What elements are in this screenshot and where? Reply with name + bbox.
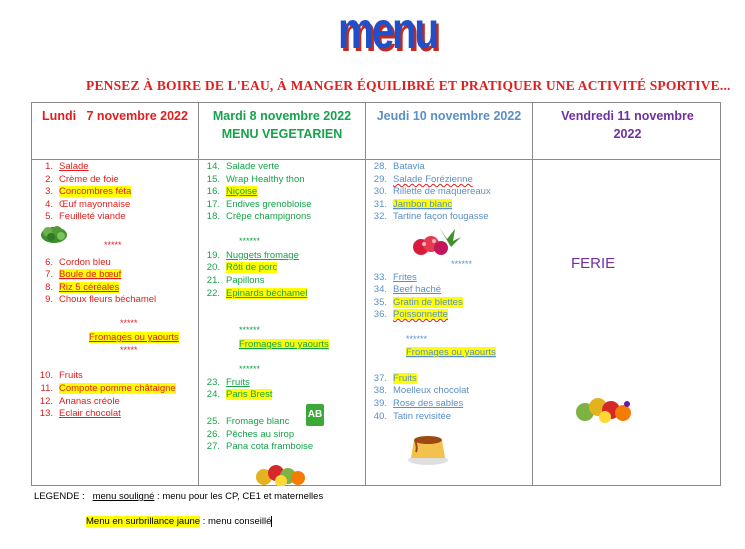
dish-item: 27. Pana cota framboise: [206, 441, 314, 452]
friday-header: [533, 103, 722, 159]
dish-item: 19. Nuggets fromage: [206, 250, 299, 261]
dish-item: 16. Niçoise: [206, 186, 258, 197]
text-cursor: [271, 516, 272, 527]
legend-underlined-desc: : menu pour les CP, CE1 et maternelles: [154, 491, 324, 502]
dish-item: 23. Fruits: [206, 377, 250, 388]
friday-date-line2: 2022: [613, 127, 642, 141]
dish-item: 29. Salade Forézienne: [373, 174, 473, 185]
fruit-basket-icon: [575, 392, 635, 424]
column-divider: [532, 103, 533, 485]
legend-highlight-desc: : menu conseillé: [200, 516, 272, 528]
dish-item: 2. Crème de foie: [45, 174, 119, 185]
separator-stars: *****: [104, 240, 122, 250]
separator-stars: ******: [239, 325, 261, 335]
dish-item: 8. Riz 5 céréales: [45, 282, 120, 293]
header-divider: [32, 159, 720, 160]
dish-item: 36. Poissonnette: [373, 309, 448, 320]
menu-title: menu: [338, 2, 437, 60]
radish-icon: [409, 225, 463, 257]
tuesday-subheader: MENU VEGETARIEN: [221, 127, 343, 141]
column-divider: [365, 103, 366, 485]
dish-item: 28. Batavia: [373, 161, 425, 172]
thursday-header: [366, 103, 532, 159]
thursday-date: Jeudi 10 novembre 2022: [376, 109, 522, 123]
salad-icon: [40, 224, 68, 244]
dish-item: 30. Rillette de maquereaux: [373, 186, 491, 197]
dish-item: 26. Pêches au sirop: [206, 429, 295, 440]
dish-item: Fromages ou yaourts: [239, 339, 329, 350]
dish-item: 13. Eclair chocolat: [39, 408, 121, 419]
tuesday-header: [199, 103, 365, 159]
dish-item: Fromages ou yaourts: [406, 347, 496, 358]
dish-item: 17. Endives grenobloise: [206, 199, 312, 210]
legend-line-underlined: [34, 491, 323, 502]
dish-item: 15. Wrap Healthy thon: [206, 174, 305, 185]
dish-item: 1. Salade: [45, 161, 89, 172]
separator-stars: ******: [406, 334, 428, 344]
fruit-basket-icon: [254, 460, 306, 486]
dish-item: 6. Cordon bleu: [45, 257, 111, 268]
dish-item: 12. Ananas créole: [39, 396, 120, 407]
dish-item: 5. Feuilleté viande: [45, 211, 126, 222]
dish-item: 22. Epinards béchamel: [206, 288, 308, 299]
dish-item: 32. Tartine façon fougasse: [373, 211, 489, 222]
dish-item: 10. Fruits: [39, 370, 83, 381]
dish-item: 24. Paris Brest: [206, 389, 273, 400]
dish-item: 21. Papillons: [206, 275, 265, 286]
organic-ab-label: AB: [307, 409, 323, 420]
separator-stars: ******: [451, 259, 473, 269]
legend-highlight-sample: Menu en surbrillance jaune: [86, 516, 201, 528]
slogan: PENSEZ À BOIRE DE L'EAU, À MANGER ÉQUILIBRÉ ET PRATIQUER UNE ACTIVITÉ SPORTIVE...: [86, 78, 731, 93]
legend-label: LEGENDE :: [34, 491, 85, 502]
dish-item: 33. Frites: [373, 272, 417, 283]
monday-date: Lundi 7 novembre 2022: [42, 109, 188, 123]
flan-icon: [406, 426, 450, 466]
dish-item: 4. Œuf mayonnaise: [45, 199, 131, 210]
organic-ab-logo: [306, 404, 324, 426]
separator-stars: ******: [239, 236, 261, 246]
dish-item: 3. Concombres féta: [45, 186, 132, 197]
dish-item: 14. Salade verte: [206, 161, 280, 172]
dish-item: 38. Moelleux chocolat: [373, 385, 470, 396]
dish-item: 20. Rôti de porc: [206, 262, 278, 273]
legend-line-highlight: [86, 516, 272, 527]
legend-underlined-sample: menu souligné: [92, 491, 155, 502]
dish-item: 35. Gratin de blettes: [373, 297, 463, 308]
friday-holiday-note: FERIE: [571, 255, 616, 272]
dish-item: 40. Tatin revisitée: [373, 411, 452, 422]
monday-header: [32, 103, 198, 159]
dish-item: 7. Boule de bœuf: [45, 269, 122, 280]
dish-item: 9. Choux fleurs béchamel: [45, 294, 157, 305]
friday-date-line1: Vendredi 11 novembre: [561, 109, 694, 123]
dish-item: 31. Jambon blanc: [373, 199, 453, 210]
dish-item: 34. Beef haché: [373, 284, 442, 295]
dish-item: 18. Crêpe champignons: [206, 211, 312, 222]
dish-item: 11. Compote pomme châtaigne: [40, 383, 176, 394]
dish-item: 25. Fromage blanc: [206, 416, 290, 427]
column-divider: [198, 103, 199, 485]
separator-stars: *****: [120, 345, 138, 355]
dish-item: 37. Fruits: [373, 373, 417, 384]
tuesday-date: Mardi 8 novembre 2022: [212, 109, 352, 123]
separator-stars: ******: [239, 364, 261, 374]
dish-item: Fromages ou yaourts: [89, 332, 179, 343]
separator-stars: *****: [120, 318, 138, 328]
dish-item: 39. Rose des sables: [373, 398, 464, 409]
